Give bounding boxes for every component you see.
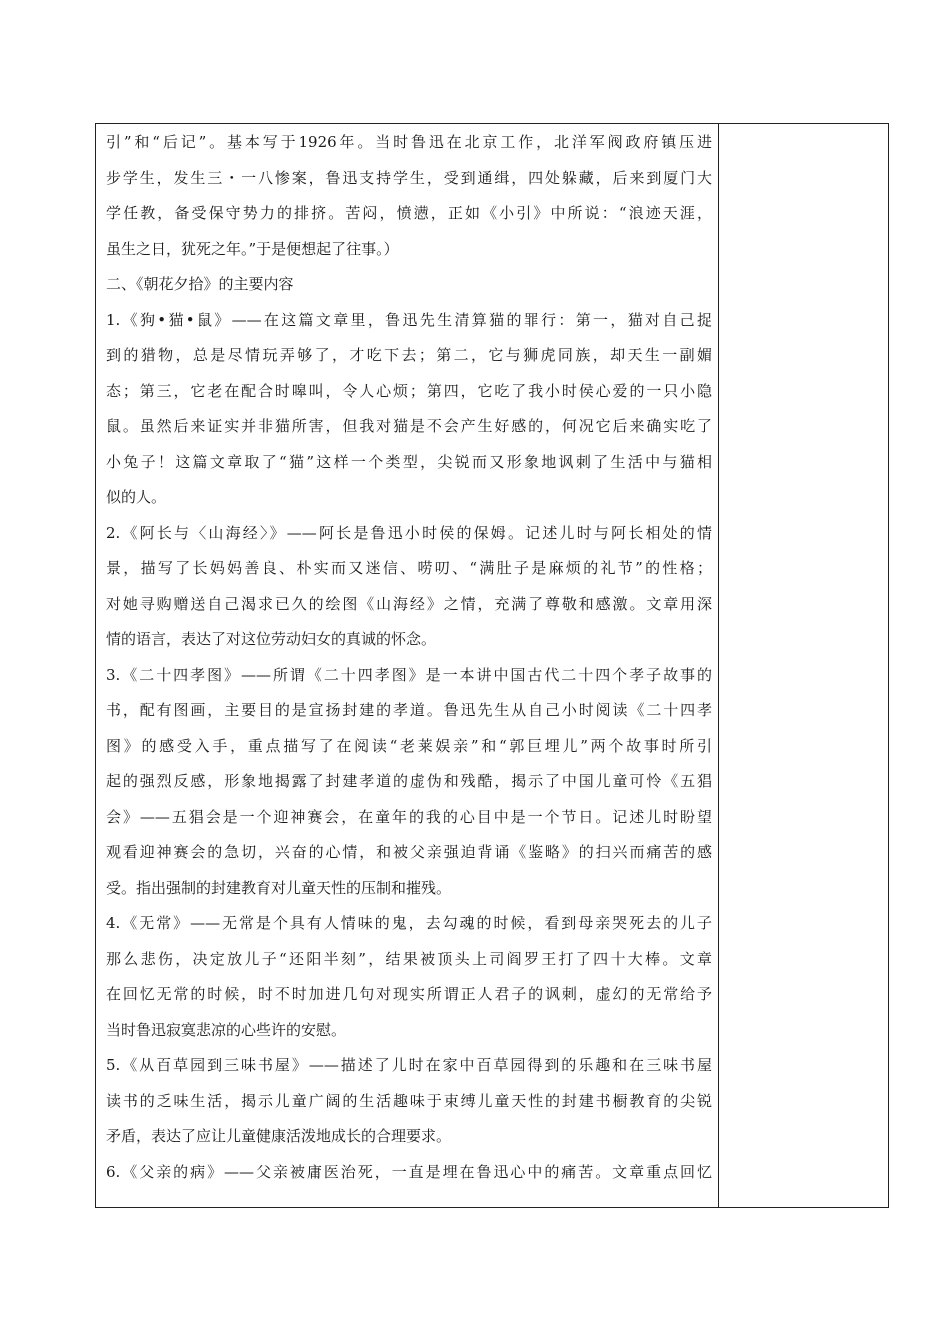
text-line: 那么悲伤，决定放儿子“还阳半刻”，结果被顶头上司阎罗王打了四十大棒。文章 [106,949,712,968]
text-line: 学任教，备受保守势力的排挤。苦闷，愤懑，正如《小引》中所说：“浪迹天涯， [106,204,712,222]
text-line: 起的强烈反感，形象地揭露了封建孝道的虚伪和残酷，揭示了中国儿童可怜《五猖 [106,772,712,790]
text-line: 鼠。虽然后来证实并非猫所害，但我对猫是不会产生好感的，何况它后来确实吃了 [106,417,712,435]
text-line: 图》的感受入手，重点描写了在阅读“老莱娱亲”和“郭巨埋儿”两个故事时所引 [106,736,712,755]
text-line: 景，描写了长妈妈善良、朴实而又迷信、唠叨、“满肚子是麻烦的礼节”的性格； [106,559,712,577]
text-line: 读书的乏味生活，揭示儿童广阔的生活趣味于束缚儿童天性的封建书橱教育的尖锐 [106,1091,712,1110]
text-line: 4.《无常》——无常是个具有人情味的鬼，去勾魂的时候，看到母亲哭死去的儿子 [106,914,712,932]
text-line: 虽生之日，犹死之年。”于是便想起了往事。） [106,239,399,258]
text-line: 3.《二十四孝图》——所谓《二十四孝图》是一本讲中国古代二十四个孝子故事的 [106,665,712,684]
text-line: 会》——五猖会是一个迎神赛会，在童年的我的心目中是一个节日。记述儿时盼望 [106,807,712,826]
text-line: 引”和“后记”。基本写于1926年。当时鲁迅在北京工作，北洋军阀政府镇压进 [106,133,712,151]
text-line: 观看迎神赛会的急切，兴奋的心情，和被父亲强迫背诵《鉴略》的扫兴而痛苦的感 [106,843,712,861]
text-line: 似的人。 [106,488,167,506]
text-line: 情的语言，表达了对这位劳动妇女的真诚的怀念。 [106,630,437,648]
text-line: 当时鲁迅寂寞悲凉的心些许的安慰。 [106,1020,347,1039]
text-line: 在回忆无常的时候，时不时加进几句对现实所谓正人君子的讽刺，虚幻的无常给予 [106,985,712,1003]
text-line: 5.《从百草园到三味书屋》——描述了儿时在家中百草园得到的乐趣和在三味书屋 [106,1056,712,1074]
notes-column-cell [719,124,888,1207]
text-line: 矛盾，表达了应让儿童健康活泼地成长的合理要求。 [106,1127,452,1145]
text-line: 对她寻购赠送自己渴求已久的绘图《山海经》之情，充满了尊敬和感激。文章用深 [106,594,712,613]
text-line: 到的猎物，总是尽情玩弄够了，才吃下去；第二，它与狮虎同族，却天生一副媚 [106,346,712,364]
text-line: 受。指出强制的封建教育对儿童天性的压制和摧残。 [106,878,452,897]
text-line: 态；第三，它老在配合时嗥叫，令人心烦；第四，它吃了我小时侯心爱的一只小隐 [106,381,712,400]
text-line: 2.《阿长与〈山海经〉》——阿长是鲁迅小时侯的保姆。记述儿时与阿长相处的情 [106,523,712,542]
text-line: 1.《狗•猫•鼠》——在这篇文章里，鲁迅先生清算猫的罪行：第一，猫对自己捉 [106,310,712,329]
text-line: 书，配有图画，主要目的是宣扬封建的孝道。鲁迅先生从自己小时阅读《二十四孝 [106,701,712,719]
text-line: 小兔子！这篇文章取了“猫”这样一个类型，尖锐而又形象地讽刺了生活中与猫相 [106,452,712,471]
text-line: 步学生，发生三・一八惨案，鲁迅支持学生，受到通缉，四处躲藏，后来到厦门大 [106,168,712,187]
section-heading: 二、《朝花夕拾》的主要内容 [106,275,294,293]
text-line: 6.《父亲的病》——父亲被庸医治死，一直是埋在鲁迅心中的痛苦。文章重点回忆 [106,1162,712,1181]
main-text-cell [106,125,712,1190]
